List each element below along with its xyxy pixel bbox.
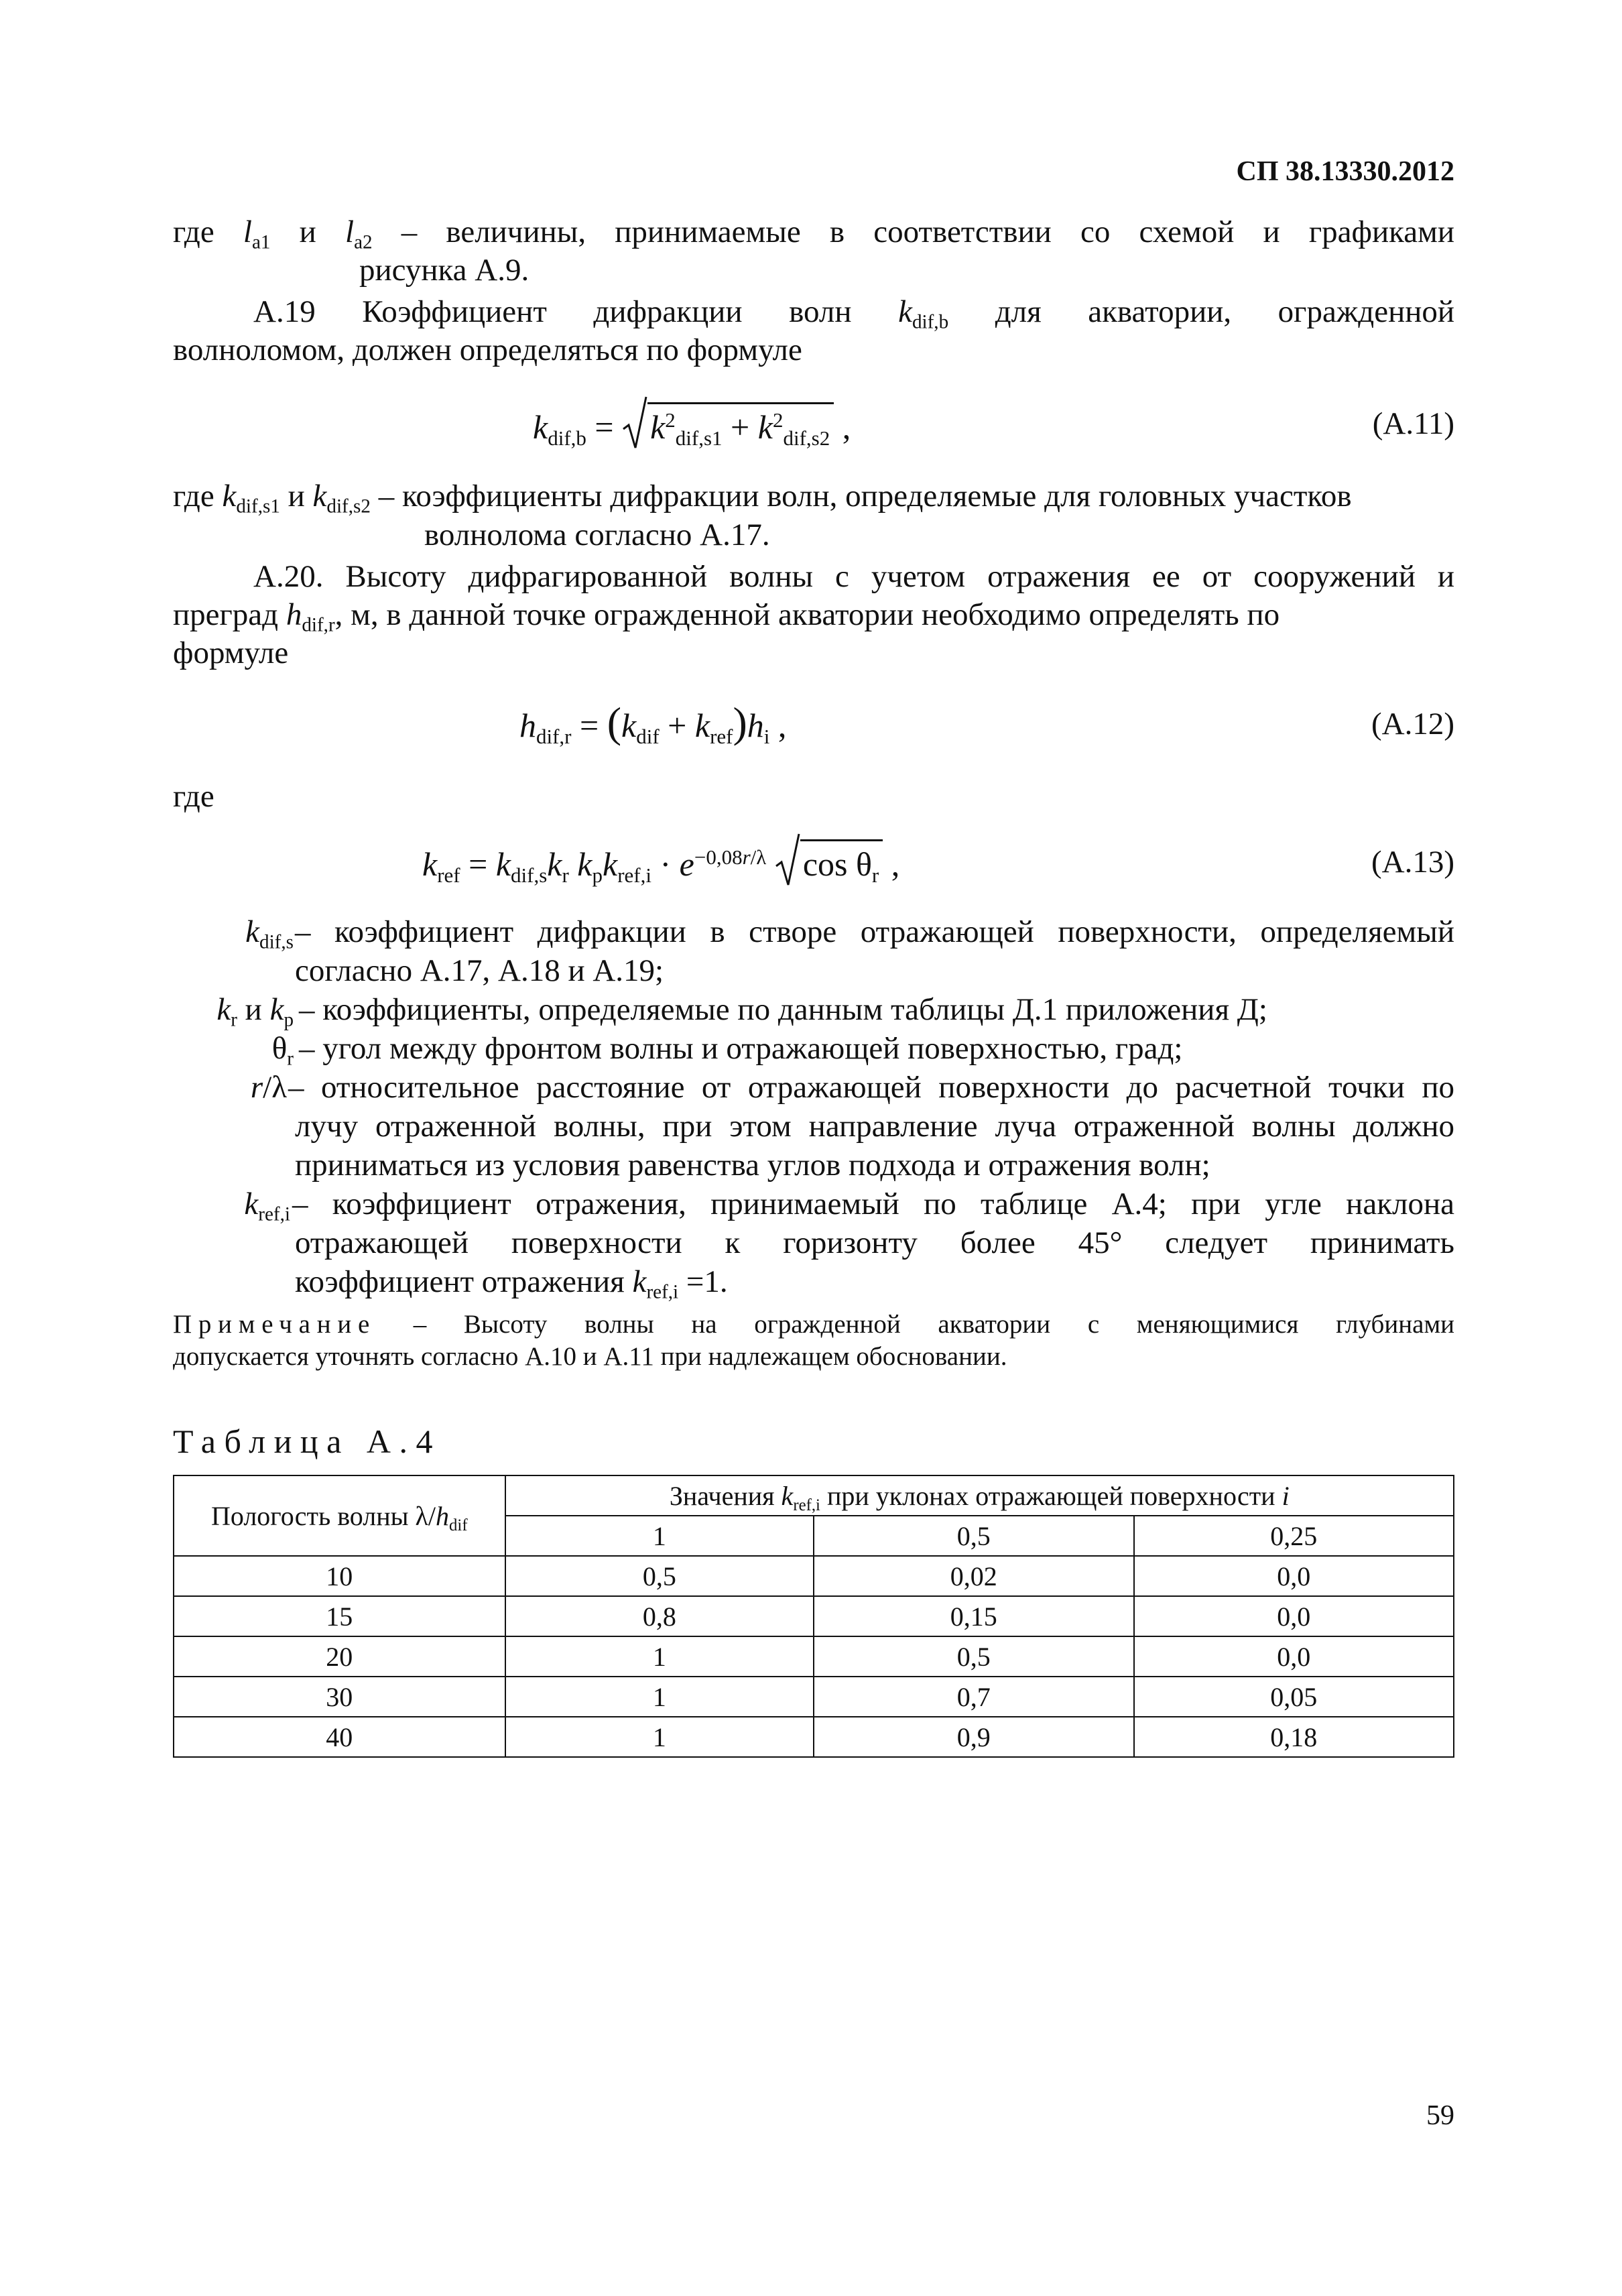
radical-sign-icon [775, 833, 800, 888]
definition-kdifs: $k_{dif,s}$ [245, 914, 294, 953]
table-cell: 0,02 [814, 1556, 1133, 1596]
equation-a13: $k_{ref} = k_{dif,s}k_r$ $k_pk_{ref,i} \cdot e^{-0,08r/\lambda}$ $\cos \theta_r$ , [422, 839, 899, 884]
table-cell: 0,0 [1134, 1596, 1454, 1636]
note-continuation: допускается уточнять согласно А.10 и А.11 при надлежащем обосновании. [173, 1342, 1007, 1371]
table-cell: 30 [174, 1677, 505, 1717]
equation-number: (А.11) [1372, 406, 1454, 441]
table-cell: 0,7 [814, 1677, 1133, 1717]
slope-header: 0,5 [814, 1516, 1133, 1556]
definition-theta: $\theta_r$ [271, 1031, 294, 1070]
table-cell: 0,0 [1134, 1636, 1454, 1677]
text-line: волнолома согласно А.17. [424, 518, 770, 552]
text-line: – относительное расстояние от отражающей поверхности до расчетной точки по [288, 1070, 1454, 1105]
table-cell: 20 [174, 1636, 505, 1677]
text-line: А.20. Высоту дифрагированной волны с учетом отражения ее от сооружений и [253, 559, 1454, 594]
page-number: 59 [1426, 2100, 1454, 2131]
equation-a12: $h_{dif,r} = (k_{dif} + k_{ref})h_i$ , [519, 699, 787, 748]
table-cell: 0,0 [1134, 1556, 1454, 1596]
text-line: волноломом, должен определяться по формуле [173, 333, 802, 367]
table-cell: 1 [505, 1717, 814, 1757]
table-cell: 10 [174, 1556, 505, 1596]
sqrt-radical: $\cos \theta_r$ [775, 839, 883, 884]
table-header-row [174, 1475, 1454, 1516]
table-cell: 15 [174, 1596, 505, 1636]
document-code: СП 38.13330.2012 [1236, 156, 1454, 187]
column-header: Пологость волны $\lambda/h_{dif}$ [174, 1475, 505, 1556]
text-line: – коэффициент отражения, принимаемый по таблице А.4; при угле наклона [292, 1187, 1454, 1221]
text-line: – коэффициенты, определяемые по данным таблицы Д.1 приложения Д; [299, 992, 1267, 1027]
table-row [174, 1636, 1454, 1677]
text-line: коэффициент отражения $k_{ref,i} =1$. [295, 1264, 728, 1303]
text-line: приниматься из условия равенства углов подхода и отражения волн; [295, 1148, 1210, 1183]
text-line: где [173, 779, 214, 814]
sqrt-radical: $k^2_{dif,s1} + k^2_{dif,s2}$ [622, 402, 834, 447]
text-line: лучу отраженной волны, при этом направление луча отраженной волны должно [295, 1109, 1454, 1144]
table-row [174, 1717, 1454, 1757]
column-group-header: Значения $k_{ref,i}$ при уклонах отражающей поверхности i [505, 1475, 1454, 1516]
equation-number: (А.13) [1371, 845, 1454, 880]
radical-sign-icon [622, 396, 647, 450]
table-cell: 1 [505, 1677, 814, 1717]
text-line: согласно А.17, А.18 и А.19; [295, 953, 664, 988]
table-cell: 0,8 [505, 1596, 814, 1636]
table-row [174, 1677, 1454, 1717]
table-cell: 0,05 [1134, 1677, 1454, 1717]
table-cell: 0,18 [1134, 1717, 1454, 1757]
table-cell: 1 [505, 1636, 814, 1677]
equation-number: (А.12) [1371, 707, 1454, 741]
slope-header: 1 [505, 1516, 814, 1556]
table-caption: Таблица А.4 [173, 1423, 441, 1460]
equation-a11: $k_{dif,b}$ = $k^2_{dif,s1} + k^2_{dif,s2}$ , [533, 402, 851, 447]
definition-kr-kp: $k_r$ и $k_p$ [216, 992, 294, 1031]
text-line: – угол между фронтом волны и отражающей поверхностью, град; [299, 1031, 1183, 1066]
table-cell: 0,15 [814, 1596, 1133, 1636]
table-row [174, 1596, 1454, 1636]
table-cell: 40 [174, 1717, 505, 1757]
text-line: где $l_{a1}$ и $l_{a2}$ – величины, принимаемые в соответствии со схемой и графиками [173, 215, 1455, 253]
text-line: А.19 Коэффициент дифракции волн $k_{dif,b}$ для акватории, огражденной [253, 294, 1455, 333]
table-cell: 0,9 [814, 1717, 1133, 1757]
text-line: преград $h_{dif,r}$, м, в данной точке огражденной акватории необходимо определять по [173, 597, 1280, 636]
text-line: где $k_{dif,s1}$ и $k_{dif,s2}$ – коэффициенты дифракции волн, определяемые для головных участков [173, 479, 1352, 518]
table-a4 [173, 1475, 1454, 1758]
slope-header: 0,25 [1134, 1516, 1454, 1556]
text-line: отражающей поверхности к горизонту более 45° следует принимать [295, 1225, 1454, 1260]
table-cell: 0,5 [505, 1556, 814, 1596]
definition-krefi: $k_{ref,i}$ [244, 1187, 290, 1225]
text-line: – коэффициент дифракции в створе отражающей поверхности, определяемый [295, 914, 1454, 949]
definition-r-lambda: r/λ [250, 1070, 287, 1105]
text-line: рисунка А.9. [359, 253, 529, 288]
table-row [174, 1556, 1454, 1596]
table-cell: 0,5 [814, 1636, 1133, 1677]
text-line: формуле [173, 636, 289, 670]
note: Примечание – Высоту волны на огражденной акватории с меняющимися глубинами [173, 1310, 1454, 1339]
